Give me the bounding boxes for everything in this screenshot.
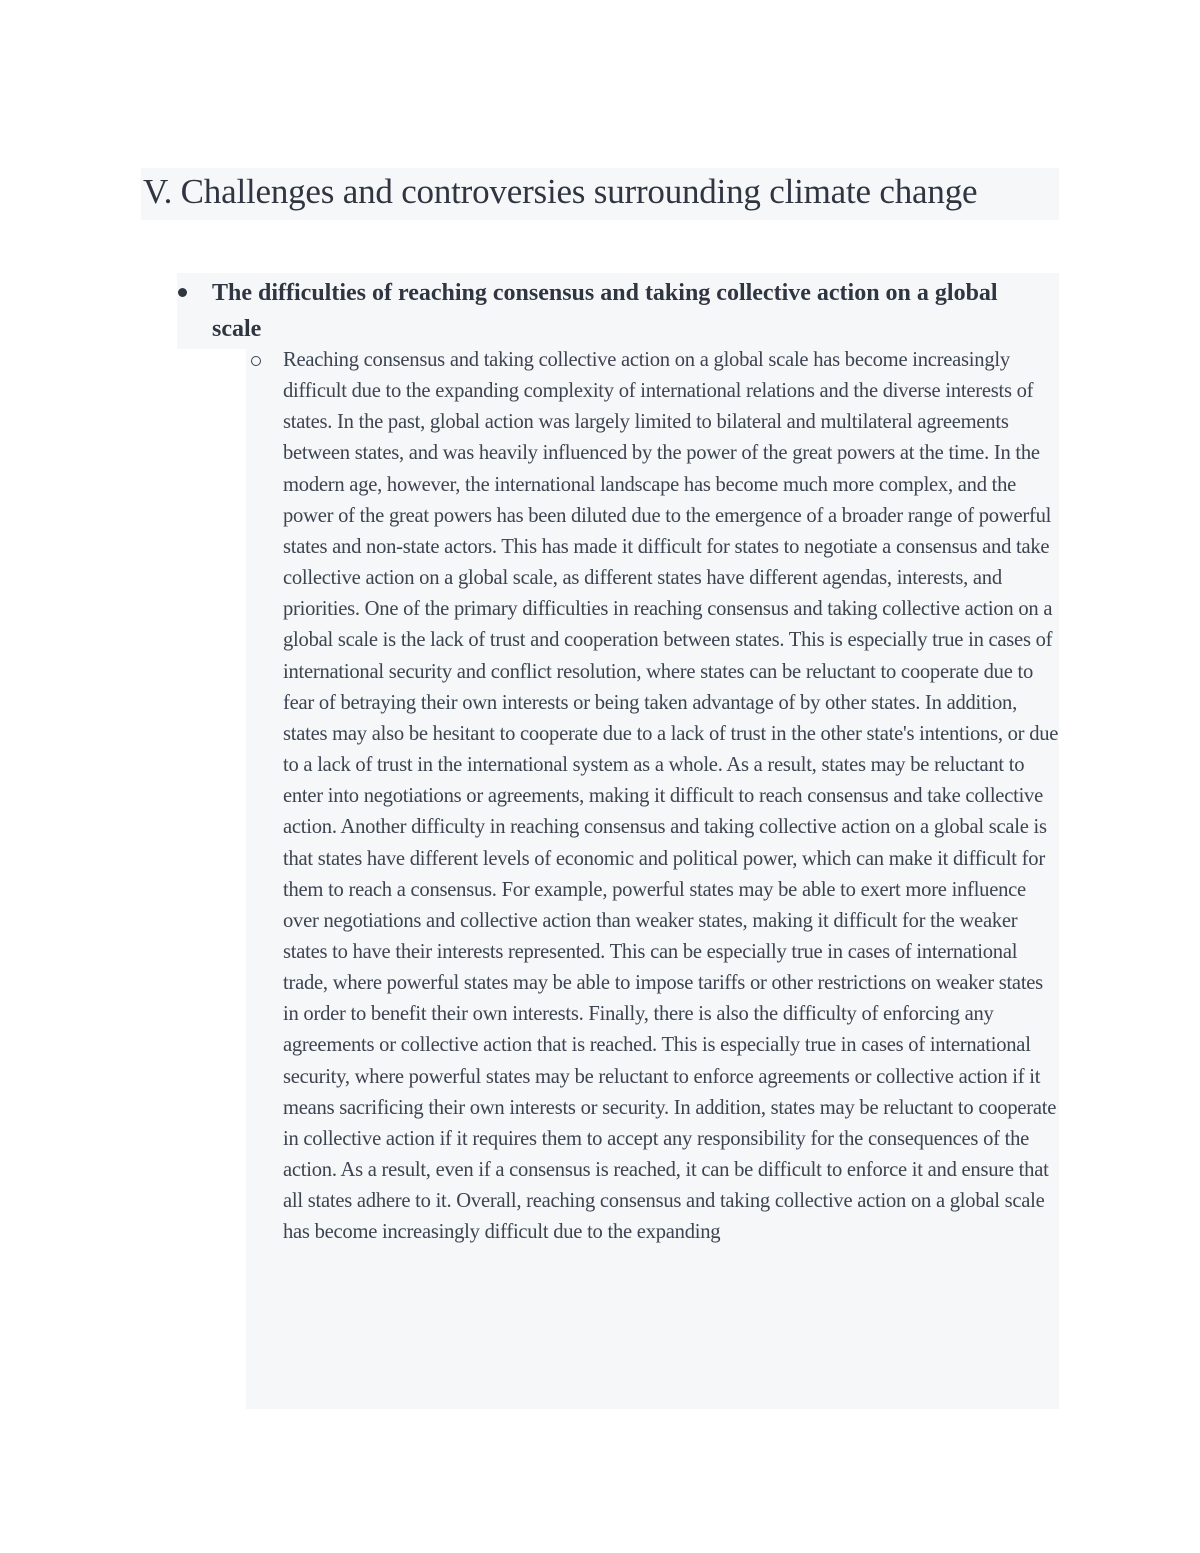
bullet-circle-icon xyxy=(251,356,261,366)
bullet-title: The difficulties of reaching consensus and taking collective action on a global scale xyxy=(212,280,998,342)
bullet-disc-icon xyxy=(178,288,187,297)
sub-item-paragraph: Reaching consensus and taking collective action on a global scale has become increasingly difficult due to the expanding complexity of international relations and the diverse interests of states. In the past, global action was largely limited to bilateral and multilateral agreements between states, and was heavily influenced by the power of the great powers at the time. In the modern age, however, the international landscape has become much more complex, and the power of the great powers has been diluted due to the emergence of a broader range of powerful states and non-state actors. This has made it difficult for states to negotiate a consensus and take collective action on a global scale, as different states have different agendas, interests, and priorities. One of the primary difficulties in reaching consensus and taking collective action on a global scale is the lack of trust and cooperation between states. This is especially true in cases of international security and conflict resolution, where states can be reluctant to cooperate due to fear of betraying their own interests or being taken advantage of by other states. In addition, states may also be hesitant to cooperate due to a lack of trust in the other state's intentions, or due to a lack of trust in the international system as a whole. As a result, states may be reluctant to enter into negotiations or agreements, making it difficult to reach consensus and take collective action. Another difficulty in reaching consensus and taking collective action on a global scale is that states have different levels of economic and political power, which can make it difficult for them to reach a consensus. For example, powerful states may be able to exert more influence over negotiations and collective action than weaker states, making it difficult for the weaker states to have their interests represented. This can be especially true in cases of international trade, where powerful states may be able to impose tariffs or other restrictions on weaker states in order to benefit their own interests. Finally, there is also the difficulty of enforcing any agreements or collective action that is reached. This is especially true in cases of international security, where powerful states may be reluctant to enforce agreements or collective action if it means sacrificing their own interests or security. In addition, states may be reluctant to cooperate in collective action if it requires them to accept any responsibility for the consequences of the action. As a result, even if a consensus is reached, it can be difficult to enforce it and ensure that all states adhere to it. Overall, reaching consensus and taking collective action on a global scale has become increasingly difficult due to the expanding xyxy=(283,349,1059,1244)
section-heading: V. Challenges and controversies surrounding climate change xyxy=(143,172,978,211)
